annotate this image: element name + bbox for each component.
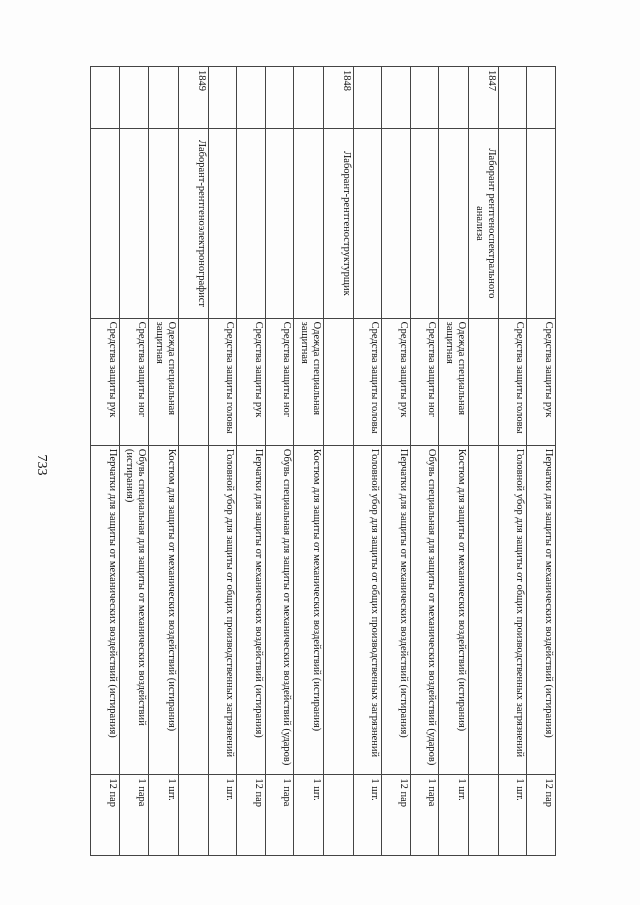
row-code-cell — [527, 67, 556, 129]
row-ppe-type-cell: Средства защиты рук — [237, 318, 266, 445]
table-row — [353, 67, 382, 856]
row-ppe-type-cell: Средства защиты головы — [498, 318, 527, 445]
row-norm-cell — [324, 775, 354, 856]
row-ppe-item-cell: Перчатки для защиты от механических воздействий (истирания) — [91, 445, 120, 774]
table-row — [527, 67, 556, 856]
page-number: 733 — [34, 454, 49, 476]
row-job-cell — [265, 129, 294, 318]
row-job-cell — [208, 129, 237, 318]
table-row — [237, 67, 266, 856]
row-norm-cell: 1 шт. — [294, 775, 324, 856]
row-code-cell — [91, 67, 120, 129]
row-ppe-type-cell: Средства защиты рук — [382, 318, 411, 445]
row-code-cell — [237, 67, 266, 129]
row-norm-cell — [469, 775, 499, 856]
table-row — [498, 67, 527, 856]
table-row — [119, 67, 149, 856]
row-norm-cell: 1 шт. — [149, 775, 179, 856]
row-ppe-type-cell: Одежда специальная защитная — [439, 318, 469, 445]
row-code-cell — [382, 67, 411, 129]
row-ppe-item-cell: Обувь специальная для защиты от механических воздействий (ударов) — [265, 445, 294, 774]
row-code-cell — [410, 67, 439, 129]
row-code-cell — [265, 67, 294, 129]
row-ppe-item-cell: Головной убор для защиты от общих производственных загрязнений — [208, 445, 237, 774]
row-job-cell — [498, 129, 527, 318]
row-job-cell — [149, 129, 179, 318]
row-job-cell — [410, 129, 439, 318]
row-code-cell: 1847 — [469, 67, 499, 129]
row-job-cell — [353, 129, 382, 318]
row-norm-cell: 1 пара — [119, 775, 149, 856]
row-code-cell — [208, 67, 237, 129]
row-code-cell: 1848 — [324, 67, 354, 129]
row-ppe-type-cell: Средства защиты головы — [353, 318, 382, 445]
row-job-cell: Лаборант-рентгеноструктурщик — [324, 129, 354, 318]
row-ppe-type-cell: Средства защиты ног — [265, 318, 294, 445]
table-row — [208, 67, 237, 856]
row-job-cell: Лаборант-рентгеноэлектронографист — [179, 129, 209, 318]
row-job-cell — [439, 129, 469, 318]
row-job-cell — [237, 129, 266, 318]
row-job-cell — [294, 129, 324, 318]
row-norm-cell: 1 шт. — [353, 775, 382, 856]
row-code-cell: 1849 — [179, 67, 209, 129]
row-code-cell — [353, 67, 382, 129]
table-row — [324, 67, 354, 856]
table-row — [382, 67, 411, 856]
row-ppe-item-cell: Костюм для защиты от механических воздействий (истирания) — [439, 445, 469, 774]
row-ppe-type-cell: Одежда специальная защитная — [294, 318, 324, 445]
row-ppe-item-cell — [469, 445, 499, 774]
table-row — [439, 67, 469, 856]
row-norm-cell: 12 пар — [527, 775, 556, 856]
row-code-cell — [439, 67, 469, 129]
row-job-cell — [527, 129, 556, 318]
row-norm-cell: 12 пар — [237, 775, 266, 856]
row-norm-cell — [179, 775, 209, 856]
row-norm-cell: 1 шт. — [439, 775, 469, 856]
row-code-cell — [119, 67, 149, 129]
row-norm-cell: 1 шт. — [498, 775, 527, 856]
row-code-cell — [498, 67, 527, 129]
row-norm-cell: 1 пара — [265, 775, 294, 856]
rotated-page-content — [90, 66, 556, 856]
row-job-cell — [91, 129, 120, 318]
table-row — [179, 67, 209, 856]
row-ppe-type-cell: Одежда специальная защитная — [149, 318, 179, 445]
row-job-cell — [119, 129, 149, 318]
row-job-cell — [382, 129, 411, 318]
row-norm-cell: 1 шт. — [208, 775, 237, 856]
row-ppe-type-cell — [179, 318, 209, 445]
row-ppe-item-cell — [179, 445, 209, 774]
row-ppe-item-cell: Перчатки для защиты от механических воздействий (истирания) — [237, 445, 266, 774]
row-ppe-type-cell — [324, 318, 354, 445]
table-row — [265, 67, 294, 856]
row-ppe-item-cell: Обувь специальная для защиты от механических воздействий (ударов) — [410, 445, 439, 774]
row-ppe-item-cell: Костюм для защиты от механических воздействий (истирания) — [294, 445, 324, 774]
row-ppe-type-cell: Средства защиты ног — [119, 318, 149, 445]
row-ppe-type-cell: Средства защиты рук — [91, 318, 120, 445]
row-ppe-type-cell: Средства защиты рук — [527, 318, 556, 445]
table-row — [469, 67, 499, 856]
row-norm-cell: 12 пар — [382, 775, 411, 856]
row-code-cell — [294, 67, 324, 129]
row-ppe-item-cell: Перчатки для защиты от механических воздействий (истирания) — [527, 445, 556, 774]
row-ppe-item-cell: Головной убор для защиты от общих производственных загрязнений — [498, 445, 527, 774]
row-ppe-item-cell: Головной убор для защиты от общих производственных загрязнений — [353, 445, 382, 774]
table-row — [91, 67, 120, 856]
row-ppe-item-cell: Костюм для защиты от механических воздействий (истирания) — [149, 445, 179, 774]
row-ppe-type-cell: Средства защиты головы — [208, 318, 237, 445]
table-row — [294, 67, 324, 856]
table-row — [149, 67, 179, 856]
row-ppe-item-cell: Перчатки для защиты от механических воздействий (истирания) — [382, 445, 411, 774]
row-ppe-item-cell: Обувь специальная для защиты от механических воздействий (истирания) — [119, 445, 149, 774]
ppe-norms-table — [90, 66, 556, 856]
row-norm-cell: 1 пара — [410, 775, 439, 856]
row-ppe-type-cell — [469, 318, 499, 445]
row-code-cell — [149, 67, 179, 129]
row-job-cell: Лаборант рентгеноспектрального анализа — [469, 129, 499, 318]
row-norm-cell: 12 пар — [91, 775, 120, 856]
row-ppe-item-cell — [324, 445, 354, 774]
row-ppe-type-cell: Средства защиты ног — [410, 318, 439, 445]
table-row — [410, 67, 439, 856]
